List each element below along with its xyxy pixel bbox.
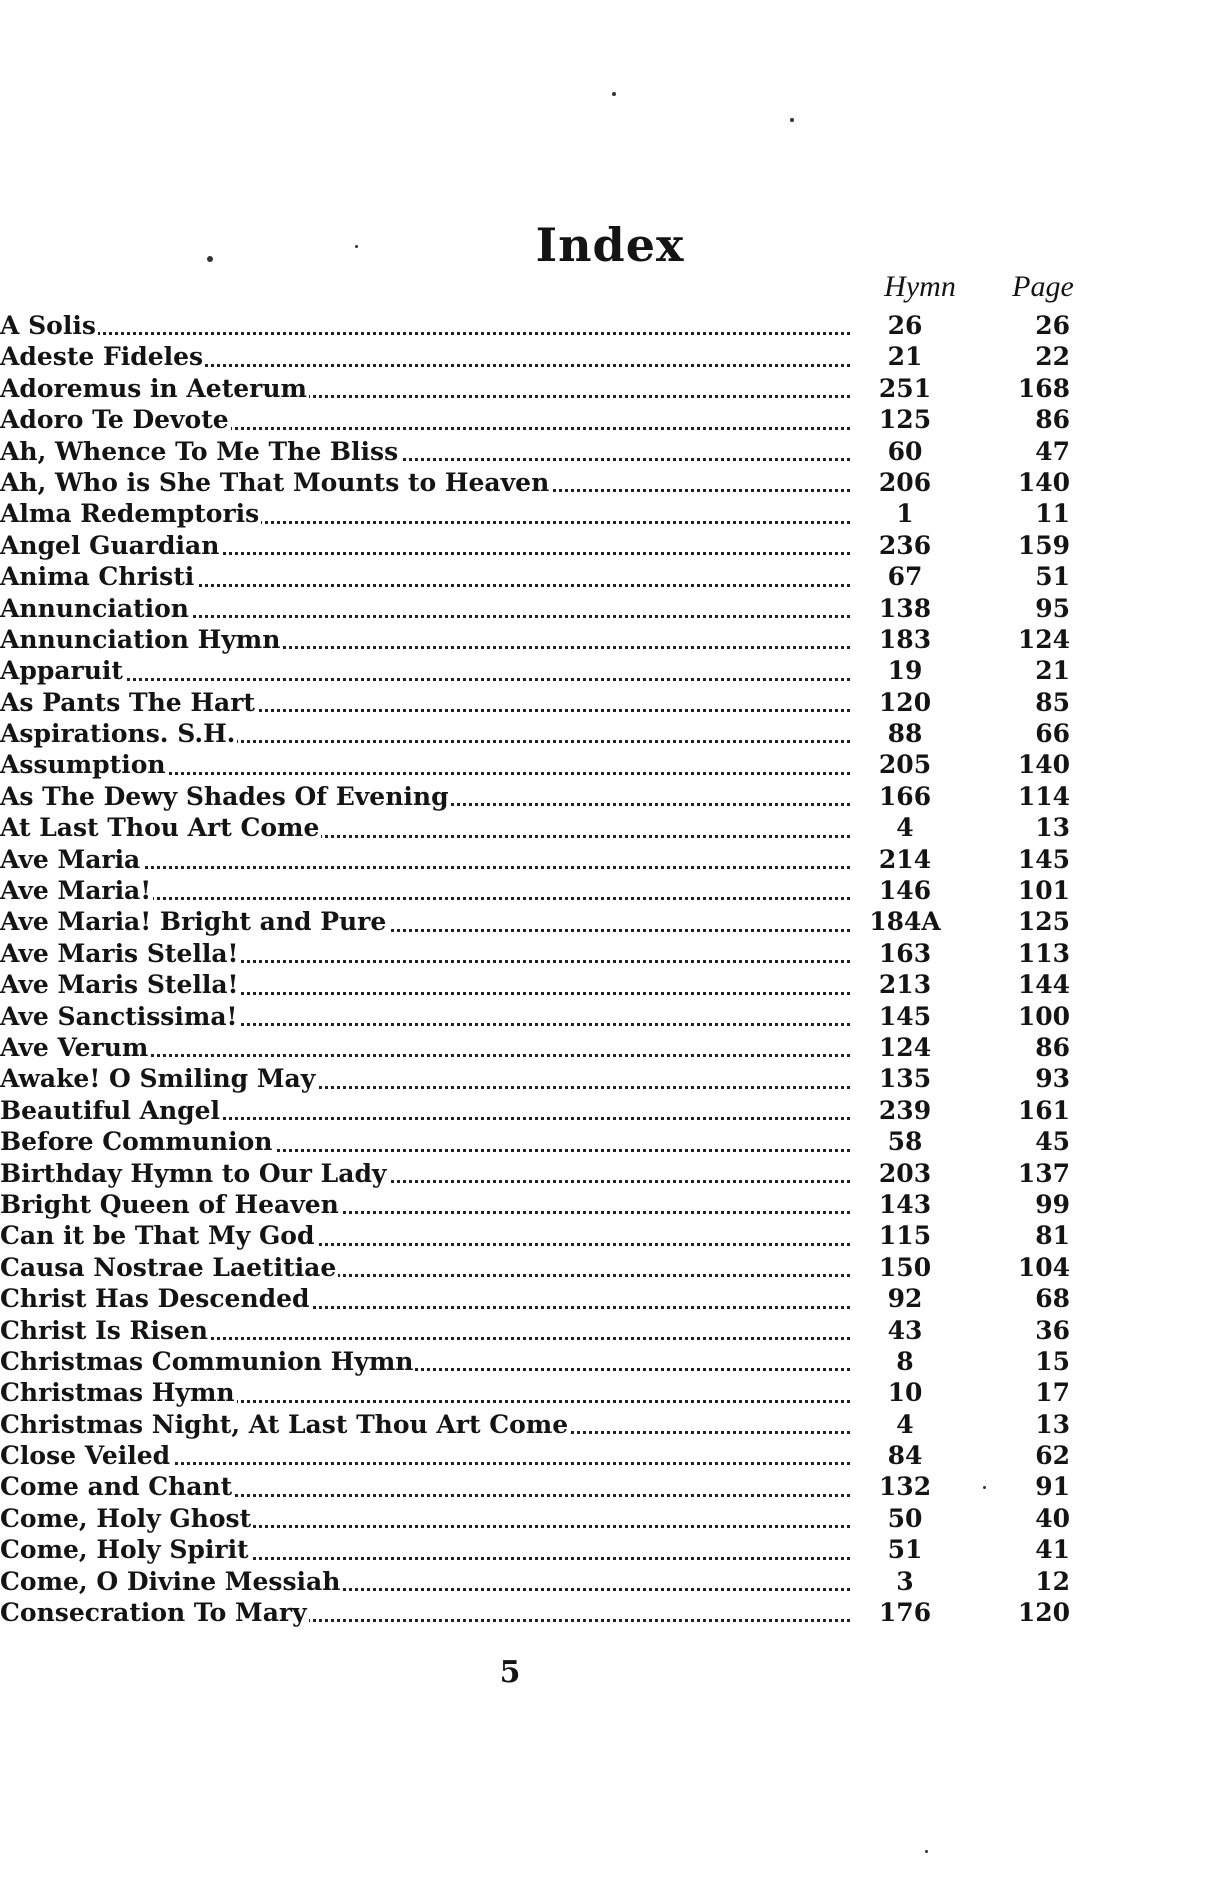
- print-speck: [925, 1850, 928, 1853]
- entry-hymn-number: 206: [878, 467, 932, 497]
- entry-hymn-number: 132: [878, 1472, 932, 1502]
- entry-page-number: 161: [1017, 1095, 1070, 1125]
- entry-page-number: 81: [1035, 1221, 1070, 1251]
- entry-hymn-number: 239: [878, 1095, 932, 1125]
- entry-page-number: 114: [1017, 781, 1070, 811]
- entry-page-number: 51: [1035, 562, 1070, 592]
- entry-hymn-number: 67: [887, 562, 923, 592]
- entry-title-leader: [0, 875, 850, 906]
- entry-title: Close Veiled: [0, 1441, 171, 1471]
- entry-title-leader: [0, 655, 850, 686]
- entry-title-leader: [0, 404, 850, 435]
- index-entry: [0, 310, 1229, 341]
- entry-title: Can it be That My God: [0, 1221, 315, 1251]
- entry-title-leader: [0, 1597, 850, 1628]
- entry-hymn-number: 10: [887, 1378, 923, 1408]
- entry-title: Aspirations. S.H.: [0, 719, 236, 749]
- entry-page-number: 93: [1035, 1064, 1070, 1094]
- entry-title: Ah, Who is She That Mounts to Heaven: [0, 467, 550, 497]
- entry-page-number: 68: [1035, 1284, 1070, 1314]
- entry-page-number: 91: [1035, 1472, 1070, 1502]
- index-entry: [0, 624, 1229, 655]
- entry-page-number: 40: [1035, 1503, 1070, 1533]
- column-header-page: Page: [1012, 270, 1074, 303]
- index-entry: [0, 938, 1229, 969]
- entry-title: Causa Nostrae Laetitiae: [0, 1252, 337, 1282]
- index-entry: [0, 718, 1229, 749]
- entry-title-leader: [0, 373, 850, 404]
- entry-title: Ave Maria! Bright and Pure: [0, 907, 387, 937]
- entry-page-number: 159: [1017, 530, 1070, 560]
- index-entry: [0, 1346, 1229, 1377]
- entry-hymn-number: 176: [878, 1598, 932, 1628]
- index-entry: [0, 1409, 1229, 1440]
- index-entry: [0, 1095, 1229, 1126]
- entry-title: Come, Holy Spirit: [0, 1535, 249, 1565]
- index-entry: [0, 906, 1229, 937]
- entry-hymn-number: 124: [878, 1032, 932, 1062]
- entry-title: Annunciation: [0, 593, 189, 623]
- entry-title-leader: [0, 624, 850, 655]
- index-entry: [0, 1534, 1229, 1565]
- entry-page-number: 41: [1035, 1535, 1070, 1565]
- entry-hymn-number: 51: [887, 1535, 923, 1565]
- entry-hymn-number: 183: [878, 624, 932, 654]
- entry-page-number: 22: [1035, 342, 1070, 372]
- entry-title-leader: [0, 1220, 850, 1251]
- entry-title: Consecration To Mary: [0, 1598, 307, 1628]
- entry-page-number: 113: [1017, 938, 1070, 968]
- entry-title-leader: [0, 687, 850, 718]
- index-entry: [0, 498, 1229, 529]
- entry-hymn-number: 236: [878, 530, 932, 560]
- entry-title: Adeste Fideles: [0, 342, 204, 372]
- entry-title: Angel Guardian: [0, 530, 220, 560]
- entry-title-leader: [0, 906, 850, 937]
- entry-title-leader: [0, 969, 850, 1000]
- entry-hymn-number: 184A: [869, 907, 941, 937]
- entry-title-leader: [0, 938, 850, 969]
- entry-page-number: 120: [1017, 1598, 1070, 1628]
- entry-title-leader: [0, 812, 850, 843]
- entry-title-leader: [0, 1471, 850, 1502]
- entry-title: Ave Maria!: [0, 876, 152, 906]
- index-entry: [0, 1471, 1229, 1502]
- entry-hymn-number: 163: [878, 938, 932, 968]
- index-entry: [0, 1252, 1229, 1283]
- entry-title-leader: [0, 749, 850, 780]
- index-entry: [0, 373, 1229, 404]
- entry-title: Come, Holy Ghost: [0, 1503, 252, 1533]
- entry-hymn-number: 43: [887, 1315, 923, 1345]
- entry-hymn-number: 213: [878, 970, 932, 1000]
- index-entry: [0, 1032, 1229, 1063]
- index-entry: [0, 436, 1229, 467]
- entry-page-number: 168: [1017, 373, 1070, 403]
- index-entry: [0, 812, 1229, 843]
- entry-title: Birthday Hymn to Our Lady: [0, 1158, 387, 1188]
- entry-hymn-number: 58: [887, 1127, 923, 1157]
- entry-hymn-number: 203: [878, 1158, 932, 1188]
- entry-page-number: 86: [1035, 405, 1070, 435]
- entry-title: As Pants The Hart: [0, 687, 255, 717]
- entry-page-number: 36: [1035, 1315, 1070, 1345]
- entry-page-number: 137: [1017, 1158, 1070, 1188]
- entry-title: Apparuit: [0, 656, 123, 686]
- entry-title-leader: [0, 1409, 850, 1440]
- entry-title: Alma Redemptoris: [0, 499, 260, 529]
- index-entry: [0, 404, 1229, 435]
- entry-page-number: 104: [1017, 1252, 1070, 1282]
- entry-hymn-number: 26: [887, 311, 923, 340]
- entry-title-leader: [0, 1283, 850, 1314]
- entry-page-number: 66: [1035, 719, 1070, 749]
- entry-title: Bright Queen of Heaven: [0, 1189, 339, 1219]
- index-entry: [0, 530, 1229, 561]
- entry-title-leader: [0, 1032, 850, 1063]
- entry-page-number: 15: [1035, 1346, 1070, 1376]
- entry-hymn-number: 84: [887, 1441, 923, 1471]
- index-entry: [0, 1315, 1229, 1346]
- entry-page-number: 62: [1035, 1441, 1070, 1471]
- entry-title: Ave Maris Stella!: [0, 970, 239, 1000]
- entry-page-number: 85: [1035, 687, 1070, 717]
- index-entry: [0, 467, 1229, 498]
- entry-hymn-number: 214: [878, 844, 932, 874]
- entry-title-leader: [0, 498, 850, 529]
- print-speck: [207, 256, 213, 262]
- entry-title: Before Communion: [0, 1127, 273, 1157]
- dot-leader: [0, 332, 850, 335]
- entry-title: Adoro Te Devote: [0, 405, 229, 435]
- column-header-hymn: Hymn: [884, 270, 956, 303]
- entry-title: Beautiful Angel: [0, 1095, 221, 1125]
- entry-title: Ave Maris Stella!: [0, 938, 239, 968]
- entry-title: Assumption: [0, 750, 166, 780]
- entry-title-leader: [0, 844, 850, 875]
- entry-page-number: 100: [1017, 1001, 1070, 1031]
- entry-title-leader: [0, 1534, 850, 1565]
- entry-hymn-number: 146: [878, 876, 932, 906]
- entry-title: Adoremus in Aeterum: [0, 373, 307, 403]
- index-entry: [0, 969, 1229, 1000]
- page-number: 5: [499, 1655, 521, 1690]
- index-entry: [0, 749, 1229, 780]
- index-entry: [0, 341, 1229, 372]
- entry-title-leader: [0, 1315, 850, 1346]
- entry-hymn-number: 145: [878, 1001, 932, 1031]
- entry-page-number: 140: [1017, 467, 1070, 497]
- entry-page-number: 26: [1035, 311, 1070, 340]
- entry-page-number: 124: [1017, 624, 1070, 654]
- entry-title-leader: [0, 1346, 850, 1377]
- index-list: [0, 310, 1229, 1628]
- entry-hymn-number: 50: [887, 1503, 923, 1533]
- entry-hymn-number: 143: [878, 1189, 932, 1219]
- index-entry: [0, 1001, 1229, 1032]
- entry-title-leader: [0, 1566, 850, 1597]
- entry-title-leader: [0, 436, 850, 467]
- entry-page-number: 11: [1035, 499, 1070, 529]
- entry-hymn-number: 60: [887, 436, 923, 466]
- index-entry: [0, 1158, 1229, 1189]
- print-speck: [355, 245, 358, 248]
- index-title: Index: [535, 218, 685, 272]
- index-entry: [0, 1283, 1229, 1314]
- index-entry: [0, 875, 1229, 906]
- index-entry: [0, 1440, 1229, 1471]
- entry-title-leader: [0, 1063, 850, 1094]
- entry-title: Come and Chant: [0, 1472, 233, 1502]
- entry-hymn-number: 125: [878, 405, 932, 435]
- entry-title-leader: [0, 1095, 850, 1126]
- entry-title: Annunciation Hymn: [0, 624, 281, 654]
- entry-title-leader: [0, 1503, 850, 1534]
- entry-hymn-number: 150: [878, 1252, 932, 1282]
- entry-hymn-number: 205: [878, 750, 932, 780]
- dot-leader: [0, 678, 850, 681]
- entry-title-leader: [0, 310, 850, 341]
- entry-title: Come, O Divine Messiah: [0, 1566, 341, 1596]
- entry-page-number: 145: [1017, 844, 1070, 874]
- index-entry: [0, 687, 1229, 718]
- entry-page-number: 17: [1035, 1378, 1070, 1408]
- entry-hymn-number: 138: [878, 593, 932, 623]
- entry-title-leader: [0, 467, 850, 498]
- entry-page-number: 13: [1035, 1409, 1070, 1439]
- index-entry: [0, 1566, 1229, 1597]
- index-entry: [0, 1126, 1229, 1157]
- entry-hymn-number: 21: [887, 342, 923, 372]
- entry-title: Christmas Night, At Last Thou Art Come: [0, 1409, 569, 1439]
- entry-page-number: 125: [1017, 907, 1070, 937]
- entry-title: Ah, Whence To Me The Bliss: [0, 436, 399, 466]
- entry-title: At Last Thou Art Come: [0, 813, 320, 843]
- index-entry: [0, 655, 1229, 686]
- entry-hymn-number: 166: [878, 781, 932, 811]
- entry-title: Ave Maria: [0, 844, 141, 874]
- index-entry: [0, 561, 1229, 592]
- entry-page-number: 47: [1035, 436, 1070, 466]
- print-speck: [790, 118, 794, 122]
- index-entry: [0, 1597, 1229, 1628]
- entry-title: Christmas Hymn: [0, 1378, 235, 1408]
- entry-title-leader: [0, 1158, 850, 1189]
- entry-title: A Solis: [0, 311, 96, 340]
- entry-title: Christ Is Risen: [0, 1315, 208, 1345]
- index-entry: [0, 844, 1229, 875]
- entry-title-leader: [0, 718, 850, 749]
- entry-title-leader: [0, 530, 850, 561]
- entry-hymn-number: 115: [878, 1221, 932, 1251]
- entry-hymn-number: 19: [887, 656, 923, 686]
- entry-title: Christmas Communion Hymn: [0, 1346, 414, 1376]
- entry-hymn-number: 1: [896, 499, 914, 529]
- entry-page-number: 45: [1035, 1127, 1070, 1157]
- index-entry: [0, 593, 1229, 624]
- entry-title-leader: [0, 1252, 850, 1283]
- entry-title: As The Dewy Shades Of Evening: [0, 781, 449, 811]
- index-entry: [0, 1220, 1229, 1251]
- entry-page-number: 95: [1035, 593, 1070, 623]
- index-entry: [0, 1063, 1229, 1094]
- entry-page-number: 12: [1035, 1566, 1070, 1596]
- entry-title: Christ Has Descended: [0, 1284, 310, 1314]
- entry-page-number: 144: [1017, 970, 1070, 1000]
- entry-title-leader: [0, 1440, 850, 1471]
- entry-page-number: 13: [1035, 813, 1070, 843]
- entry-hymn-number: 92: [887, 1284, 923, 1314]
- entry-hymn-number: 4: [896, 1409, 914, 1439]
- entry-page-number: 99: [1035, 1189, 1070, 1219]
- index-entry: [0, 781, 1229, 812]
- entry-title-leader: [0, 1001, 850, 1032]
- entry-page-number: 21: [1035, 656, 1070, 686]
- print-speck: [612, 92, 616, 96]
- entry-page-number: 140: [1017, 750, 1070, 780]
- entry-hymn-number: 251: [878, 373, 932, 403]
- entry-title: Ave Verum: [0, 1032, 149, 1062]
- entry-title-leader: [0, 341, 850, 372]
- entry-title-leader: [0, 1377, 850, 1408]
- entry-title-leader: [0, 1126, 850, 1157]
- entry-title: Awake! O Smiling May: [0, 1064, 316, 1094]
- entry-hymn-number: 3: [896, 1566, 914, 1596]
- entry-hymn-number: 8: [896, 1346, 914, 1376]
- entry-hymn-number: 4: [896, 813, 914, 843]
- entry-title-leader: [0, 593, 850, 624]
- entry-hymn-number: 135: [878, 1064, 932, 1094]
- entry-page-number: 101: [1017, 876, 1070, 906]
- entry-title: Anima Christi: [0, 562, 195, 592]
- entry-title-leader: [0, 561, 850, 592]
- entry-hymn-number: 120: [878, 687, 932, 717]
- entry-hymn-number: 88: [887, 719, 923, 749]
- index-entry: [0, 1377, 1229, 1408]
- entry-page-number: 86: [1035, 1032, 1070, 1062]
- index-entry: [0, 1189, 1229, 1220]
- entry-title: Ave Sanctissima!: [0, 1001, 238, 1031]
- entry-title-leader: [0, 1189, 850, 1220]
- entry-title-leader: [0, 781, 850, 812]
- index-entry: [0, 1503, 1229, 1534]
